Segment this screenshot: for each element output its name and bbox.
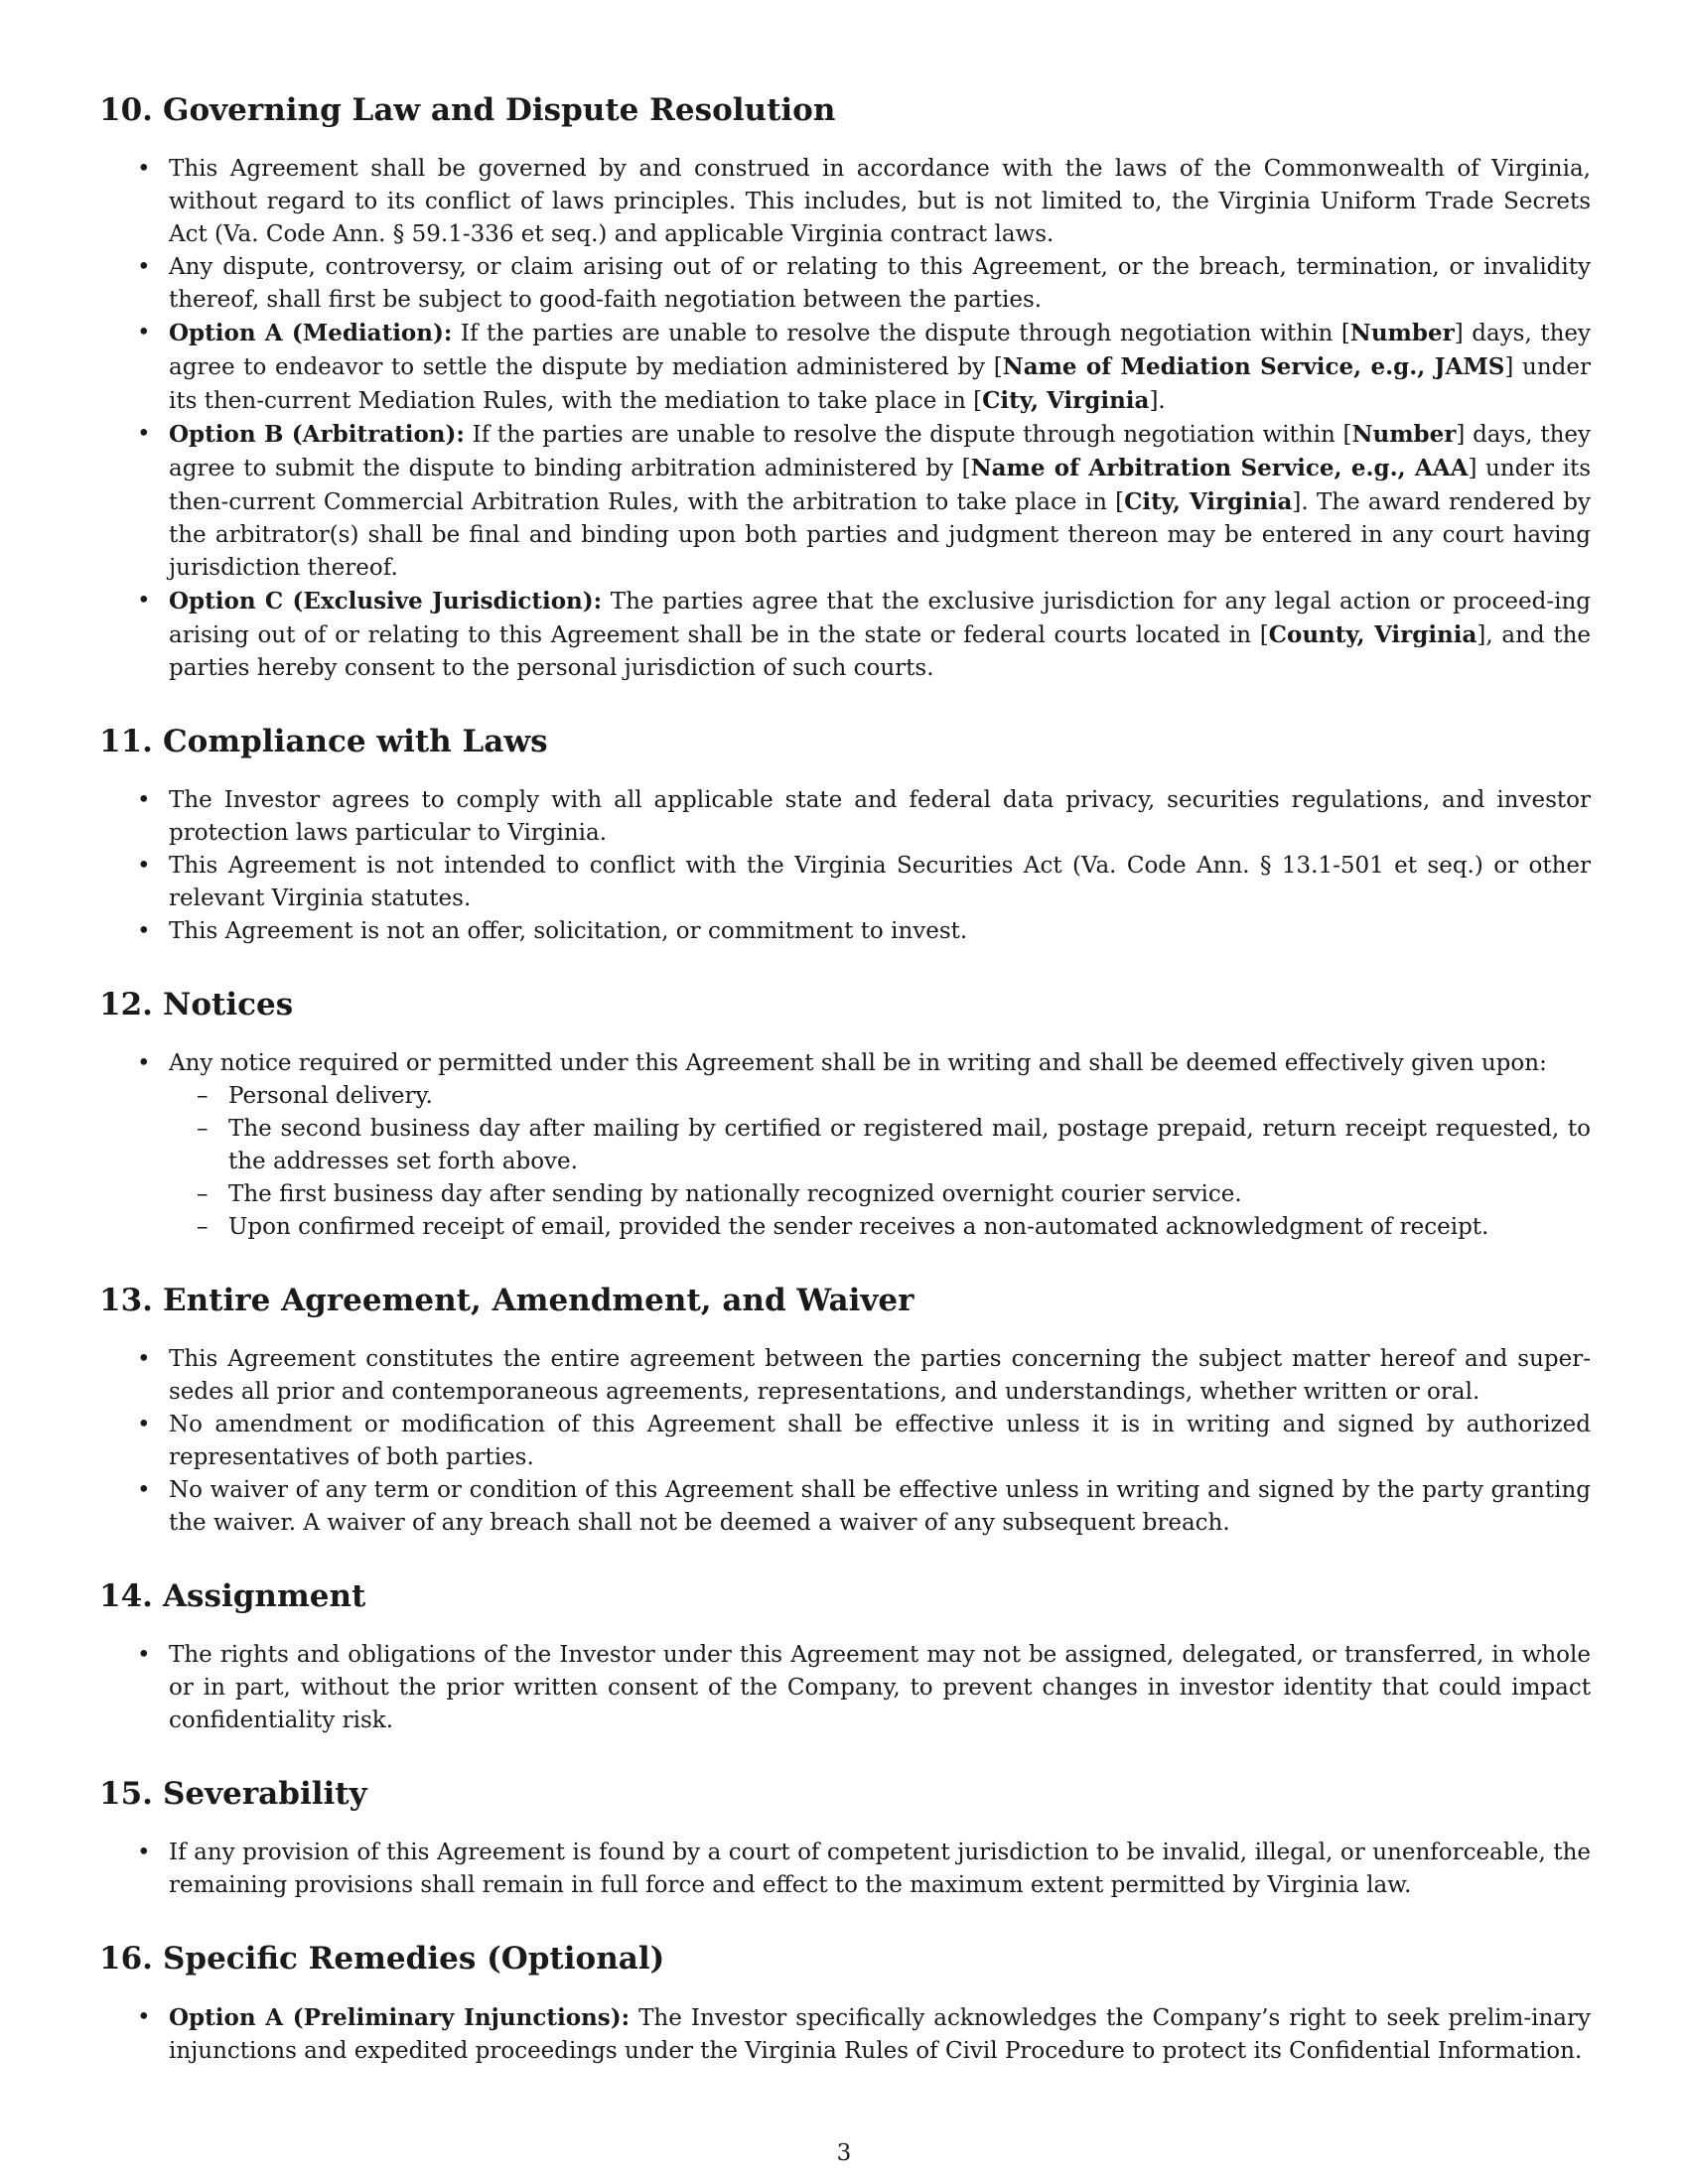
section-heading — [99, 1577, 1591, 1615]
section-12 — [99, 986, 1591, 1244]
section-13 — [99, 1282, 1591, 1540]
list-item — [99, 251, 1591, 317]
list-item — [99, 1409, 1591, 1474]
bullet-list — [99, 2001, 1591, 2068]
item-text: ], and the parties hereby consent to the personal jurisdiction of such courts. — [169, 622, 1591, 681]
list-item — [99, 1837, 1591, 1902]
section-number: 10. — [99, 92, 153, 128]
item-text: This Agreement is not an offer, solicitation, or commitment to invest. — [169, 918, 968, 944]
bold-text: Option B (Arbitration): — [169, 421, 465, 448]
item-text: If the parties are unable to resolve the dispute through negotiation within [ — [464, 422, 1352, 448]
list-item — [99, 1343, 1591, 1409]
section-number: 15. — [99, 1776, 153, 1812]
list-item — [99, 784, 1591, 850]
item-text: The parties agree that the exclusive jurisdiction for any legal action or proceed-ing arising out of or relating to this Agreement shall be in the state or federal courts located in [ — [169, 589, 1591, 648]
item-text: Any dispute, controversy, or claim arising out of or relating to this Agreement, or the breach, termination, or invalidity thereof, shall first be subject to good-faith negotiation between the parties. — [169, 254, 1591, 313]
bullet-list — [99, 153, 1591, 685]
list-item — [99, 1047, 1591, 1244]
section-11 — [99, 723, 1591, 948]
bold-text: Name of Mediation Service, e.g., JAMS — [1002, 353, 1505, 380]
section-15 — [99, 1775, 1591, 1902]
bold-text: City, Virginia — [982, 387, 1150, 414]
section-10 — [99, 91, 1591, 685]
item-text: If any provision of this Agreement is found by a court of competent jurisdiction to be invalid, illegal, or unenforceable, the remaining provisions shall remain in full force and effect to the maximum extent permitted by Virginia law. — [169, 1840, 1591, 1898]
bullet-list — [99, 1837, 1591, 1902]
section-heading — [99, 723, 1591, 760]
section-14 — [99, 1577, 1591, 1737]
section-heading — [99, 1775, 1591, 1813]
list-item — [99, 1474, 1591, 1540]
section-heading — [99, 986, 1591, 1024]
section-title: Governing Law and Dispute Resolution — [163, 92, 836, 128]
bold-text: Option A (Preliminary Injunctions): — [169, 2004, 631, 2031]
item-text: No waiver of any term or condition of this Agreement shall be effective unless in writing and signed by the party granting the waiver. A waiver of any breach shall not be deemed a waiver of any subsequent breach. — [169, 1477, 1591, 1536]
item-text: The rights and obligations of the Investor under this Agreement may not be assigned, delegated, or transferred, in whole or in part, without the prior written consent of the Company, to prevent changes in investor identity that could impact confidentiality risk. — [169, 1642, 1591, 1733]
bold-text: Name of Arbitration Service, e.g., AAA — [970, 455, 1469, 481]
sub-list-item: – The second business day after mailing by certified or registered mail, postage prepaid, return receipt requested, to the addresses set forth above. — [169, 1113, 1591, 1178]
page-number: 3 — [836, 2140, 852, 2166]
bold-text: City, Virginia — [1124, 488, 1293, 515]
item-text: This Agreement is not intended to conflict with the Virginia Securities Act (Va. Code Ann. § 13.1-501 et seq.) or other relevant Virginia statutes. — [169, 853, 1591, 911]
section-heading — [99, 1282, 1591, 1319]
bold-text: Option C (Exclusive Jurisdiction): — [169, 588, 603, 614]
section-title: Assignment — [163, 1578, 366, 1614]
section-number: 14. — [99, 1578, 153, 1614]
item-text: This Agreement constitutes the entire agreement between the parties concerning the subject matter hereof and super-sedes all prior and contemporaneous agreements, representations, and understandings, whether written or oral. — [169, 1346, 1591, 1405]
section-title: Notices — [163, 987, 294, 1023]
item-text: The Investor agrees to comply with all applicable state and federal data privacy, securities regulations, and investor protection laws particular to Virginia. — [169, 787, 1591, 846]
bullet-list — [99, 1639, 1591, 1737]
list-item — [99, 850, 1591, 915]
sub-list-item: – Upon confirmed receipt of email, provided the sender receives a non-automated acknowledgment of receipt. — [169, 1211, 1591, 1244]
section-title: Compliance with Laws — [163, 724, 548, 759]
item-text: ] under its then-current Commercial Arbitration Rules, with the arbitration to take place in [ — [169, 456, 1592, 515]
list-item — [99, 915, 1591, 948]
section-number: 12. — [99, 987, 153, 1023]
bullet-list — [99, 1343, 1591, 1540]
item-text: ]. The award rendered by the arbitrator(s) shall be final and binding upon both parties and judgment thereon may be entered in any court having jurisdiction thereof. — [169, 489, 1591, 581]
item-text: If the parties are unable to resolve the dispute through negotiation within [ — [452, 321, 1350, 346]
item-text: ]. — [1149, 388, 1166, 414]
item-text: Any notice required or permitted under this Agreement shall be in writing and shall be deemed effectively given upon: — [169, 1050, 1547, 1076]
item-text: ] under its then-current Mediation Rules, with the mediation to take place in [ — [169, 354, 1591, 414]
bold-text: Number — [1351, 421, 1457, 448]
section-number: 16. — [99, 1941, 153, 1977]
bullet-list — [99, 1047, 1591, 1244]
sub-list-item: – The first business day after sending by nationally recognized overnight courier service. — [169, 1178, 1591, 1211]
section-16 — [99, 1940, 1591, 2068]
item-text: No amendment or modification of this Agreement shall be effective unless it is in writing and signed by authorized representatives of both parties. — [169, 1412, 1591, 1470]
document-body — [99, 91, 1591, 2068]
item-text: ] days, they agree to submit the dispute to binding arbitration administered by [ — [169, 422, 1591, 481]
sub-list-item: – Personal delivery. — [169, 1080, 1591, 1113]
item-text: ] days, they agree to endeavor to settle the dispute by mediation administered by [ — [169, 321, 1591, 380]
item-text: This Agreement shall be governed by and construed in accordance with the laws of the Commonwealth of Virginia, without regard to its conflict of laws principles. This includes, but is not limited to, the Virginia Uniform Trade Secrets Act (Va. Code Ann. § 59.1-336 et seq.) and applicable Virginia contract laws. — [169, 156, 1591, 247]
section-heading — [99, 91, 1591, 129]
list-item — [99, 317, 1591, 418]
sub-list — [169, 1080, 1591, 1244]
section-number: 11. — [99, 724, 153, 759]
section-heading — [99, 1940, 1591, 1978]
list-item — [99, 418, 1591, 585]
list-item — [99, 585, 1591, 685]
section-title: Specific Remedies (Optional) — [163, 1941, 665, 1977]
section-number: 13. — [99, 1283, 153, 1318]
bold-text: Number — [1349, 320, 1455, 346]
item-text: The Investor specifically acknowledges the Company’s right to seek prelim-inary injunctions and expedited proceedings under the Virginia Rules of Civil Procedure to protect its Confidential Information. — [169, 2005, 1591, 2064]
list-item — [99, 1639, 1591, 1737]
bold-text: Option A (Mediation): — [169, 320, 453, 346]
section-title: Severability — [163, 1776, 367, 1812]
list-item — [99, 2001, 1591, 2068]
bold-text: County, Virginia — [1268, 621, 1477, 648]
bullet-list — [99, 784, 1591, 948]
list-item — [99, 153, 1591, 251]
section-title: Entire Agreement, Amendment, and Waiver — [163, 1283, 914, 1318]
